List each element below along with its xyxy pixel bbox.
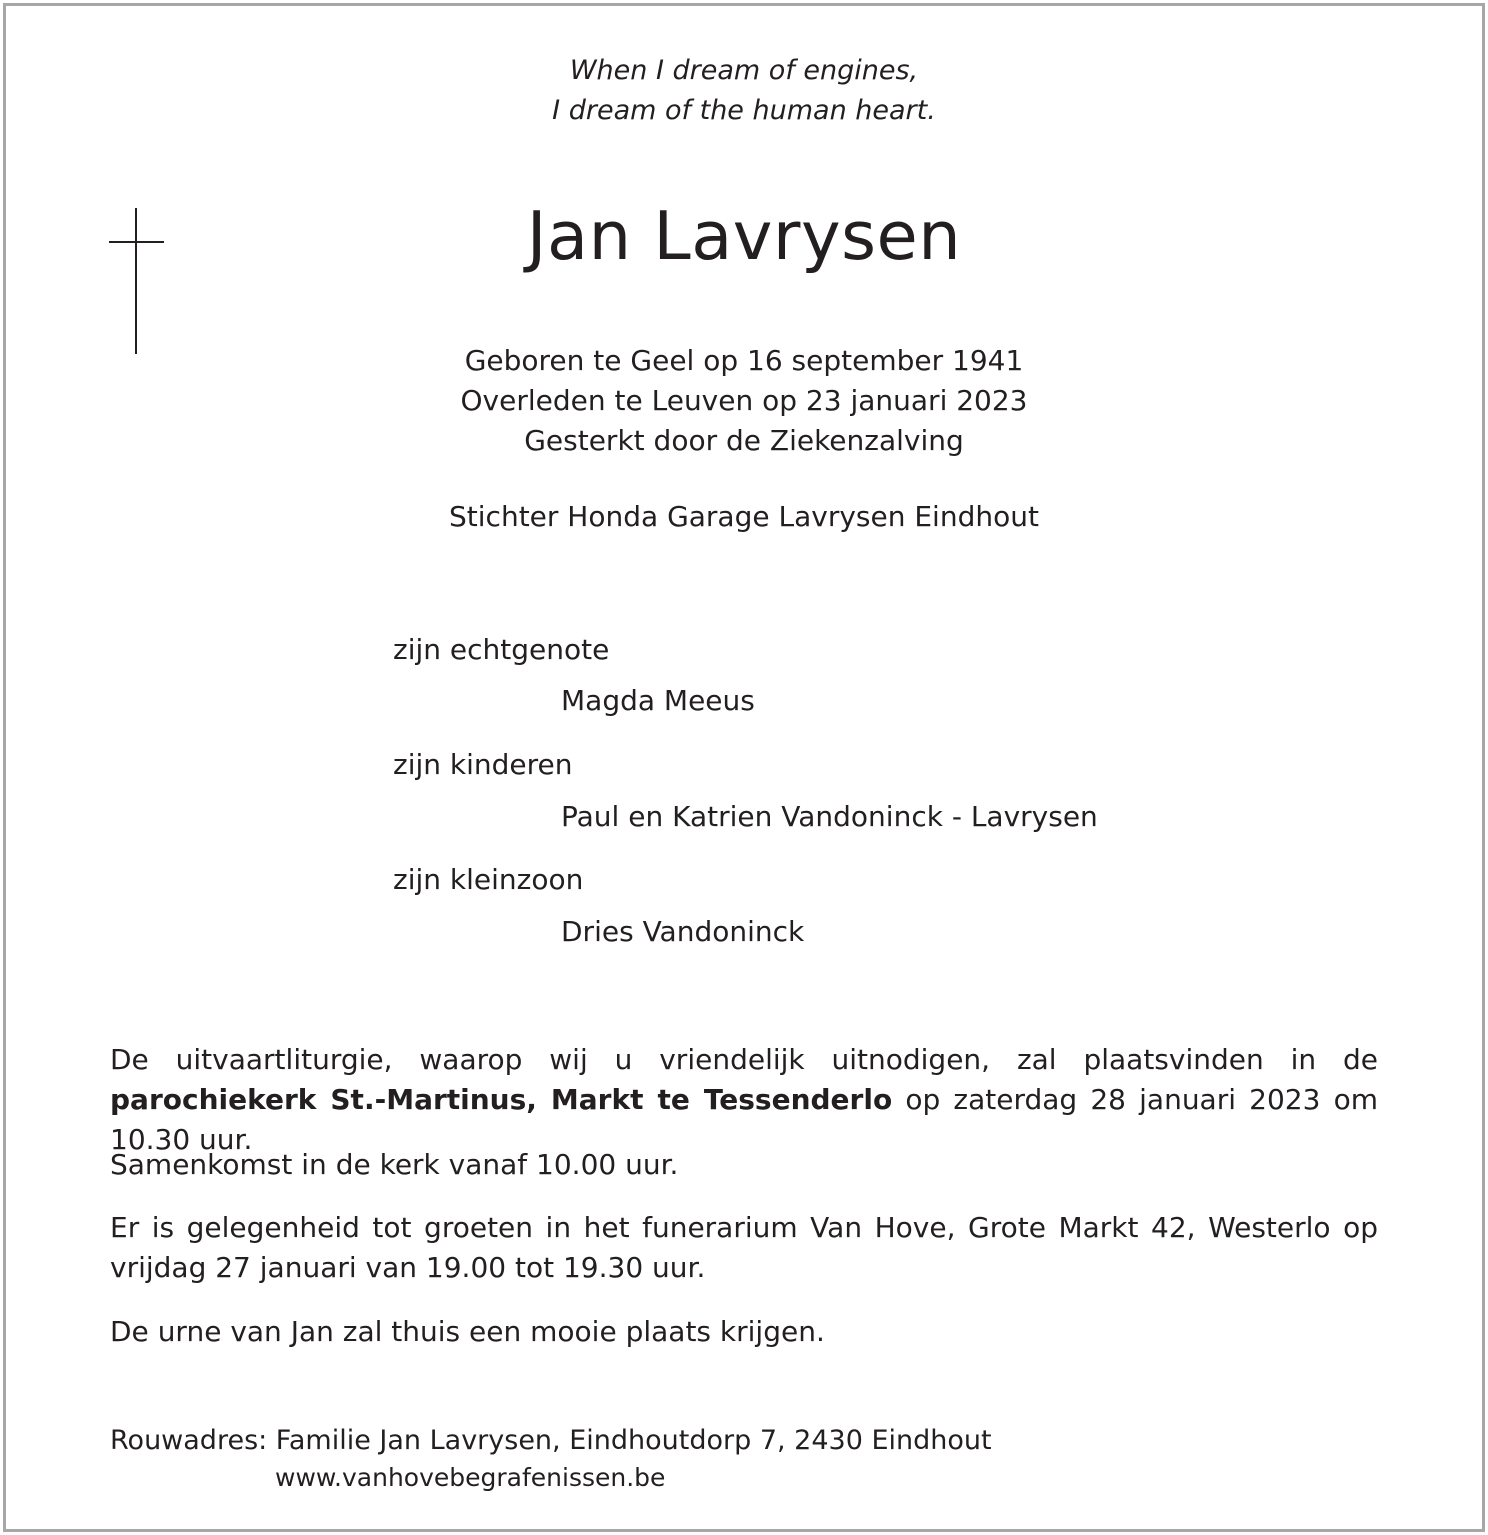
website-link[interactable]: www.vanhovebegrafenissen.be	[275, 1463, 666, 1492]
relative-name-grandson: Dries Vandoninck	[561, 915, 805, 948]
urn-paragraph: De urne van Jan zal thuis een mooie plaats krijgen.	[110, 1315, 825, 1348]
mourning-address: Rouwadres: Familie Jan Lavrysen, Eindhoutdorp 7, 2430 Eindhout	[110, 1425, 992, 1456]
founder-line: Stichter Honda Garage Lavrysen Eindhout	[449, 500, 1039, 533]
visitation-paragraph: Er is gelegenheid tot groeten in het funerarium Van Hove, Grote Markt 42, Westerlo op vrijdag 27 januari van 19.00 tot 19.30 uur.	[110, 1211, 1378, 1284]
quote-line-1: When I dream of engines,	[569, 55, 919, 86]
funeral-location: parochiekerk St.-Martinus, Markt te Tessenderlo	[110, 1083, 893, 1116]
relative-label-grandson: zijn kleinzoon	[393, 863, 584, 896]
death-line: Overleden te Leuven op 23 januari 2023	[460, 384, 1028, 417]
relative-label-spouse: zijn echtgenote	[393, 633, 610, 666]
deceased-name: Jan Lavrysen	[526, 197, 962, 275]
relative-name-children: Paul en Katrien Vandoninck - Lavrysen	[561, 800, 1098, 833]
relative-name-spouse: Magda Meeus	[561, 684, 755, 717]
birth-line: Geboren te Geel op 16 september 1941	[464, 344, 1024, 377]
relative-label-children: zijn kinderen	[393, 748, 573, 781]
funeral-paragraph	[110, 1040, 1378, 1160]
gathering-paragraph: Samenkomst in de kerk vanaf 10.00 uur.	[110, 1148, 679, 1181]
quote-line-2: I dream of the human heart.	[552, 95, 936, 126]
funeral-intro: De uitvaartliturgie, waarop wij u vriendelijk uitnodigen, zal plaatsvinden in de	[110, 1043, 1378, 1076]
funeral-when: op zaterdag 28 januari 2023 om 10.30 uur.	[110, 1083, 1378, 1156]
sacrament-line: Gesterkt door de Ziekenzalving	[524, 424, 964, 457]
